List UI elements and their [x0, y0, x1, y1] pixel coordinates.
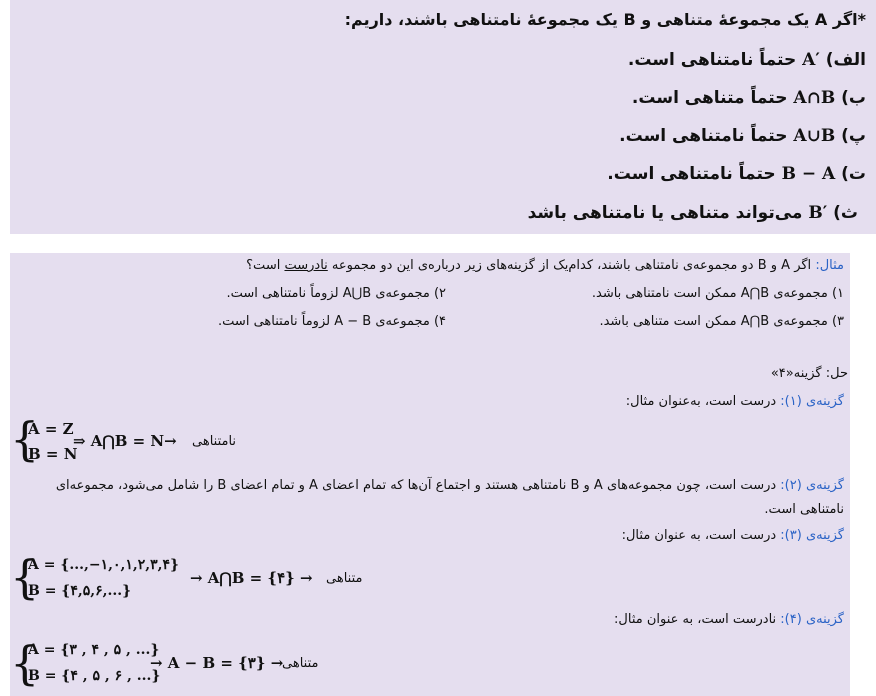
option-label: ب): [841, 88, 866, 108]
option-text: درست است، به‌عنوان مثال:: [625, 394, 777, 409]
option-text: درست است، چون مجموعه‌های A و B نامتناهی هستند و اجتماع آن‌ها که تمام اعضای A و تمام اعضای B را شامل می‌شود، مجموعه‌ای: [55, 478, 777, 493]
eq1-top: A = Z: [28, 420, 74, 438]
option-text: نادرست است، به عنوان مثال:: [614, 612, 777, 627]
option-label: ت): [841, 164, 866, 184]
question-stem: *اگر A یک مجموعهٔ متناهی و B یک مجموعهٔ نامتناهی باشند، داریم:: [344, 10, 866, 29]
option-tag: گزینه‌ی (۱):: [780, 394, 844, 409]
option-text: حتماً نامتناهی است.: [627, 50, 797, 70]
brace-3: {: [10, 550, 40, 604]
eq3-top: A = {...,−۱,۰,۱,۲,۳,۴}: [28, 557, 180, 573]
option-te: [607, 164, 866, 184]
example-question: [246, 258, 844, 273]
example-question-post: است؟: [246, 258, 281, 273]
option-label: ث): [833, 203, 858, 223]
solution-option-1: [626, 394, 844, 409]
option-expr: B − A: [781, 164, 836, 184]
eq1-bottom: B = N: [28, 445, 78, 463]
example-choice-2: ۲) مجموعه‌ی A⋃B لزوماً نامتناهی است.: [226, 286, 446, 301]
eq1-word: نامتناهی: [192, 434, 237, 449]
option-text: می‌تواند متناهی یا نامتناهی باشد: [527, 203, 803, 223]
option-se: [528, 203, 858, 223]
example-choice-3: ۳) مجموعه‌ی A⋂B ممکن است متناهی باشد.: [599, 314, 844, 329]
solution-option-4: [614, 612, 844, 627]
example-tag: مثال:: [815, 258, 844, 273]
option-label: الف): [825, 50, 866, 70]
solution-option-2-cont: نامتناهی است.: [764, 502, 844, 517]
option-be: [632, 88, 866, 108]
solution-option-3: [622, 528, 844, 543]
eq1-result: ⇒ A⋂B = N→: [73, 432, 177, 450]
option-tag: گزینه‌ی (۳):: [780, 528, 844, 543]
option-pe: [619, 126, 866, 146]
eq3-word: متناهی: [326, 571, 363, 586]
brace-4: {: [10, 636, 40, 690]
eq4-word: متناهی: [282, 656, 319, 671]
option-expr: B′: [808, 203, 828, 223]
option-text: حتماً نامتناهی است.: [607, 164, 776, 184]
eq4-top: A = {۳ , ۴ , ۵ , ...}: [28, 642, 160, 658]
option-tag: گزینه‌ی (۴):: [780, 612, 844, 627]
option-expr: A∩B: [793, 88, 836, 108]
option-text: درست است، به عنوان مثال:: [621, 528, 777, 543]
eq4-result: → A − B = {۳} →: [150, 654, 284, 672]
eq3-result: → A⋂B = {۴} →: [190, 569, 313, 587]
option-expr: A′: [802, 50, 820, 70]
solution-option-2: [56, 478, 844, 493]
example-choice-4: ۴) مجموعه‌ی A − B لزوماً نامتناهی است.: [218, 314, 446, 329]
eq4-bottom: B = {۴ , ۵ , ۶ , ...}: [28, 668, 161, 684]
eq3-bottom: B = {۴,۵,۶,...}: [28, 583, 132, 599]
brace-1: {: [10, 412, 40, 466]
option-text: حتماً متناهی است.: [631, 88, 788, 108]
example-choice-1: ۱) مجموعه‌ی A⋂B ممکن است نامتناهی باشد.: [591, 286, 844, 301]
option-tag: گزینه‌ی (۲):: [780, 478, 844, 493]
example-question-underlined: نادرست: [284, 258, 328, 273]
option-expr: A∪B: [793, 126, 836, 146]
option-alef: [628, 50, 866, 70]
solution-header: حل: گزینه«۴»: [770, 366, 848, 381]
option-text: حتماً نامتناهی است.: [619, 126, 788, 146]
option-label: پ): [841, 126, 866, 146]
example-question-pre: اگر A و B دو مجموعه‌ی نامتناهی باشند، کدام‌یک از گزینه‌های زیر درباره‌ی این دو مجموعه: [331, 258, 812, 273]
